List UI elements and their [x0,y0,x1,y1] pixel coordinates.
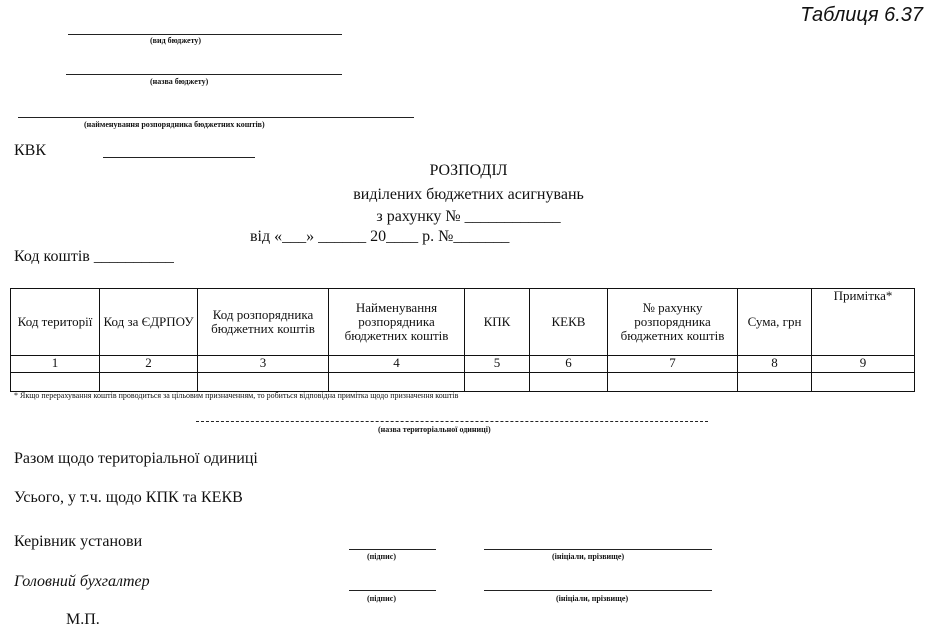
accountant-label: Головний бухгалтер [14,573,150,590]
column-number: 3 [198,356,329,373]
table-blank-row [11,373,915,392]
accountant-initials-line [484,590,712,591]
document-subtitle: виділених бюджетних асигнувань [353,186,584,203]
budget-type-line [68,34,342,35]
allocation-table [10,288,915,392]
column-number: 7 [608,356,738,373]
manager-name-line [18,117,414,118]
header-kekv: КЕКВ [530,289,608,356]
header-edrpou-code: Код за ЄДРПОУ [100,289,198,356]
header-amount: Сума, грн [738,289,812,356]
accountant-signature-line [349,590,436,591]
header-kpk: КПК [465,289,530,356]
budget-name-caption: (назва бюджету) [150,77,209,86]
account-number: з рахунку № ____________ [376,208,561,225]
table-header-row [11,289,915,356]
header-manager-code: Код розпорядника бюджетних коштів [198,289,329,356]
column-number: 4 [329,356,465,373]
grand-total-label: Усього, у т.ч. щодо КПК та КЕКВ [14,489,243,506]
head-label: Керівник установи [14,533,143,550]
header-note: Примітка* [812,289,915,356]
document-date-number: від «___» ______ 20____ р. №_______ [250,228,510,245]
territory-total-label: Разом щодо територіальної одиниці [14,450,258,467]
table-reference: Таблиця 6.37 [800,4,923,26]
accountant-initials-caption: (ініціали, прізвище) [556,594,629,603]
column-number: 1 [11,356,100,373]
accountant-signature-caption: (підпис) [367,594,396,603]
budget-name-line [66,74,342,75]
column-number: 8 [738,356,812,373]
head-initials-caption: (ініціали, прізвище) [552,552,625,561]
kvk-line [103,157,255,158]
header-account-number: № рахунку розпорядника бюджетних коштів [608,289,738,356]
column-number: 6 [530,356,608,373]
column-number: 5 [465,356,530,373]
head-initials-line [484,549,712,550]
header-territory-code: Код території [11,289,100,356]
stamp-label: М.П. [66,611,100,628]
kvk-label: КВК [14,142,47,159]
budget-type-caption: (вид бюджету) [150,36,202,45]
footnote: * Якщо перерахування коштів проводиться за цільовим призначенням, то робиться відповідна примітка щодо призначення коштів [14,391,459,400]
manager-name-caption: (найменування розпорядника бюджетних коштів) [84,120,265,129]
document-title: РОЗПОДІЛ [429,162,508,179]
territory-name-caption: (назва територіальної одиниці) [378,425,491,434]
column-number: 2 [100,356,198,373]
territory-name-line [196,421,708,422]
head-signature-caption: (підпис) [367,552,396,561]
table-number-row [11,356,915,373]
header-manager-name: Найменування розпорядника бюджетних коштів [329,289,465,356]
head-signature-line [349,549,436,550]
fund-code-label: Код коштів __________ [14,248,174,265]
column-number: 9 [812,356,915,373]
